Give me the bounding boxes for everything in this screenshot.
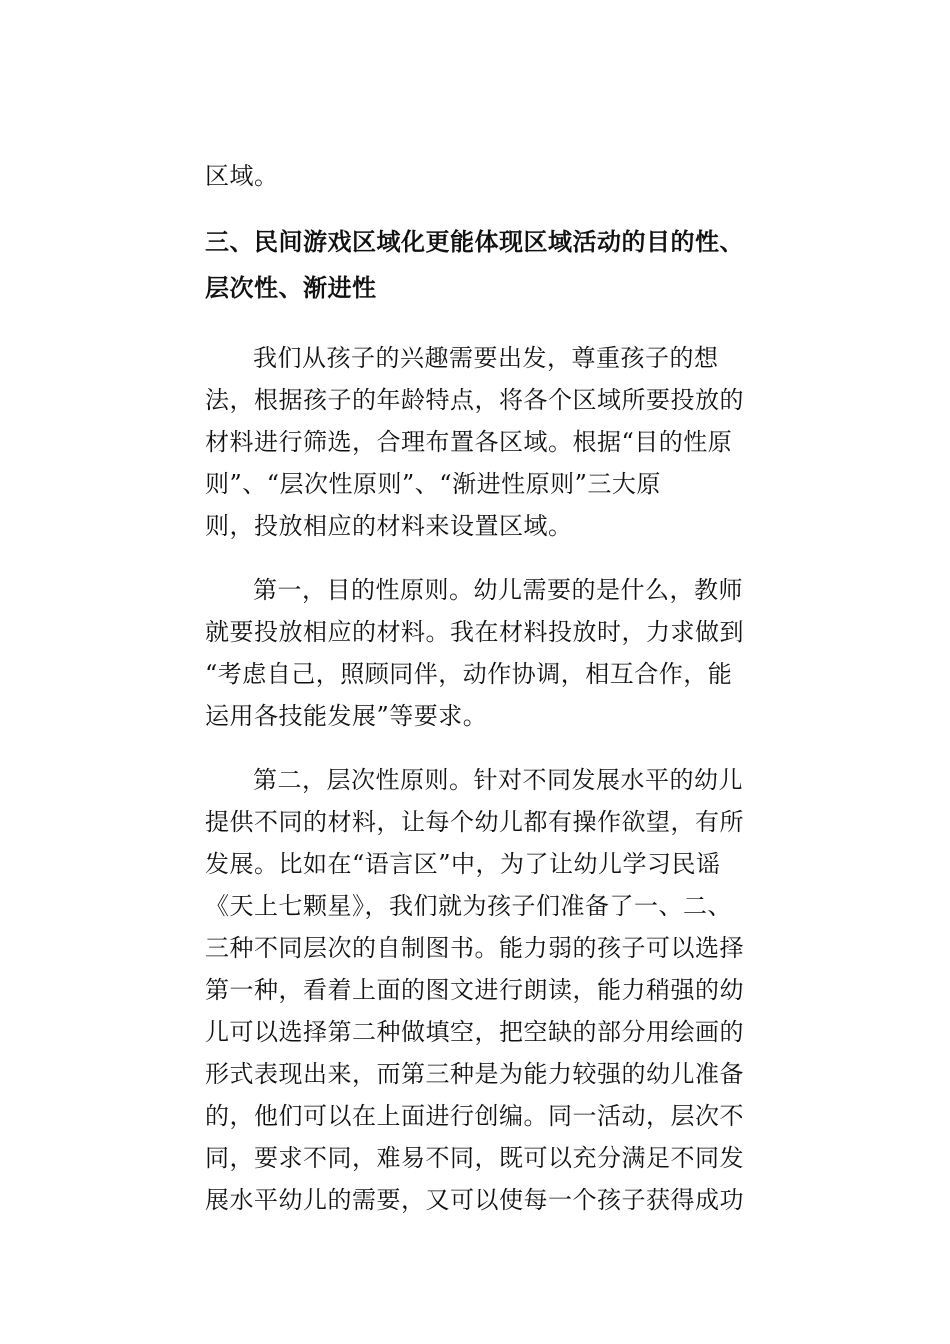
text-line: 我们从孩子的兴趣需要出发，尊重孩子的想 <box>253 344 719 372</box>
text-line: 提供不同的材料，让每个幼儿都有操作欲望，有所 <box>205 808 744 836</box>
text-line: 第二，层次性原则。针对不同发展水平的幼儿 <box>253 766 743 794</box>
text-line: 的，他们可以在上面进行创编。同一活动，层次不 <box>205 1102 744 1130</box>
section-heading <box>205 219 744 311</box>
text-line: 就要投放相应的材料。我在材料投放时，力求做到 <box>205 618 744 646</box>
paragraph-purpose-principle <box>205 569 744 737</box>
text-line: 展水平幼儿的需要，又可以使每一个孩子获得成功 <box>205 1186 744 1214</box>
text-line: 三种不同层次的自制图书。能力弱的孩子可以选择 <box>205 934 744 962</box>
text-line: “考虑自己，照顾同伴，动作协调，相互合作，能 <box>205 660 733 688</box>
text-line: 发展。比如在“语言区”中，为了让幼儿学习民谣 <box>205 850 721 878</box>
text-line: 法，根据孩子的年龄特点，将各个区域所要投放的 <box>205 386 744 414</box>
text-line: 材料进行筛选，合理布置各区域。根据“目的性原 <box>205 428 733 456</box>
text-line: 则”、“层次性原则”、“渐进性原则”三大原 <box>205 470 661 498</box>
text-line: 同，要求不同，难易不同，既可以充分满足不同发 <box>205 1144 744 1172</box>
text-line: 运用各技能发展”等要求。 <box>205 702 488 730</box>
paragraph-level-principle <box>205 759 744 1221</box>
text-line: 《天上七颗星》，我们就为孩子们准备了一、二、 <box>205 892 732 920</box>
text-line: 则，投放相应的材料来设置区域。 <box>205 512 573 540</box>
paragraph-intro <box>205 337 744 547</box>
lead-fragment-paragraph <box>205 155 735 197</box>
text-line: 形式表现出来，而第三种是为能力较强的幼儿准备 <box>205 1060 744 1088</box>
heading-line: 三、民间游戏区域化更能体现区域活动的目的性、 <box>205 228 744 256</box>
text-line: 第一种，看着上面的图文进行朗读，能力稍强的幼 <box>205 976 744 1004</box>
heading-line: 层次性、渐进性 <box>205 274 377 302</box>
text-line: 区域。 <box>205 162 279 190</box>
text-line: 第一，目的性原则。幼儿需要的是什么，教师 <box>253 576 743 604</box>
document-body <box>205 155 744 1243</box>
text-line: 儿可以选择第二种做填空，把空缺的部分用绘画的 <box>205 1018 744 1046</box>
